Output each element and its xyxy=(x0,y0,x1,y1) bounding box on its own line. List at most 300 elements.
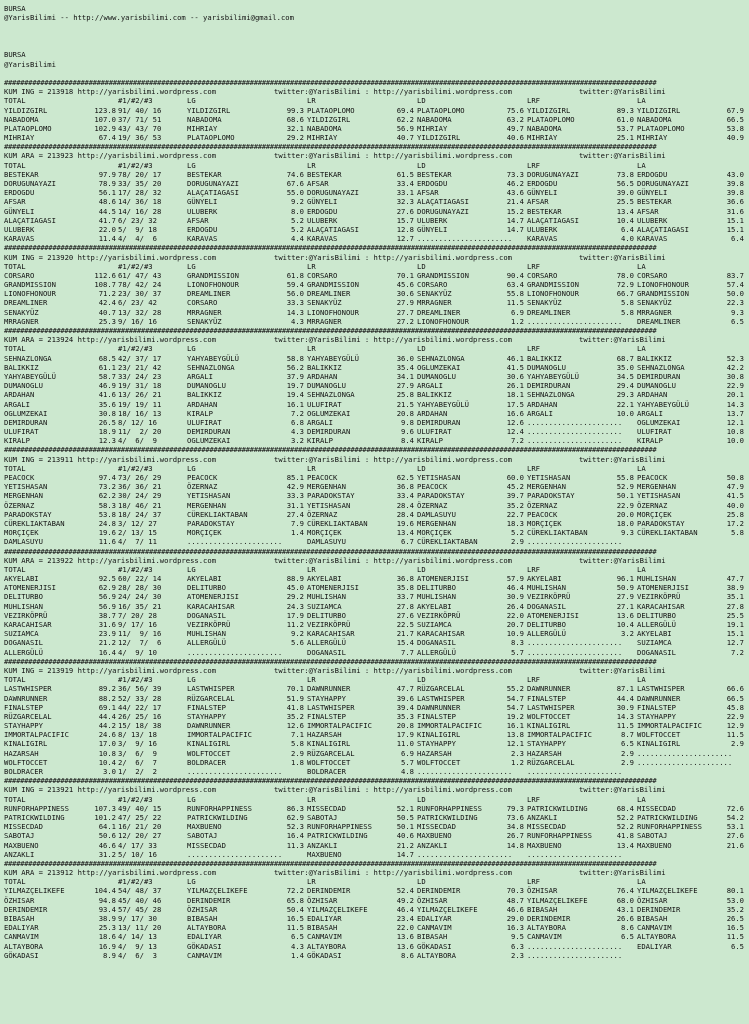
table-cell: 47/ 25/ 22 xyxy=(118,812,162,822)
table-cell: 8.6 xyxy=(621,923,634,933)
table-row xyxy=(4,271,746,280)
table-row xyxy=(4,501,746,510)
table-cell: DORUGUNAYAZI xyxy=(637,179,689,188)
table-row xyxy=(4,519,746,528)
table-cell: ALTAYBORA xyxy=(527,923,566,933)
table-row xyxy=(4,804,746,813)
table-cell: 4/ 6/ 9 xyxy=(118,436,157,446)
table-cell: 22.9 xyxy=(726,381,744,391)
table-cell: YETISHASAN xyxy=(307,500,351,510)
column-header-row xyxy=(4,344,746,353)
table-cell: 58.7 xyxy=(98,371,116,381)
table-cell: DOGANASIL xyxy=(417,638,456,648)
table-cell: ...................... xyxy=(527,849,623,859)
table-cell: ULUFIRAT xyxy=(307,399,342,409)
table-cell: ERDOGDU xyxy=(4,188,35,198)
table-row xyxy=(4,234,746,243)
table-cell: 29.2 xyxy=(286,592,304,602)
table-cell: LASTWHISPER xyxy=(417,693,465,703)
table-cell: YILDIZGIRL xyxy=(527,105,571,115)
table-cell: 15.7 xyxy=(396,215,414,225)
table-cell: 30/ 24/ 29 xyxy=(118,491,162,501)
table-cell: 35.2 xyxy=(506,500,524,510)
twitter-link: twitter:@YarisBilimi : http://yarisbilimi.wordpress.com xyxy=(274,665,512,675)
table-cell: 5.7 xyxy=(511,647,524,657)
table-cell: 33/ 24/ 23 xyxy=(118,371,162,381)
column-header-ld: LD xyxy=(417,344,426,354)
table-cell: 52.3 xyxy=(286,822,304,832)
table-cell: MISSECDAD xyxy=(187,840,226,850)
table-cell: 58.8 xyxy=(286,353,304,363)
table-cell: 21.2 xyxy=(396,840,414,850)
table-cell: YILMAZÇELIKEFE xyxy=(527,895,588,905)
table-cell: CÜREKLIAKTABAN xyxy=(417,537,478,547)
table-row xyxy=(4,896,746,905)
table-cell: ATOMENERJISI xyxy=(527,610,579,620)
column-header-ld: LD xyxy=(417,877,426,887)
table-cell: DAMLASUYU xyxy=(4,537,43,547)
table-cell: 18.9 xyxy=(98,427,116,437)
table-cell: 14.3 xyxy=(726,399,744,409)
column-header-lg: LG xyxy=(187,794,196,804)
table-cell: BALIKKIZ xyxy=(417,390,452,400)
contact-line: @YarisBilimi -- http://www.yarisbilimi.com -- yarisbilimi@gmail.com xyxy=(4,13,294,23)
table-cell: ...................... xyxy=(527,941,623,951)
table-cell: ERDOGDU xyxy=(307,206,338,216)
table-cell: 36.8 xyxy=(396,482,414,492)
table-cell: 27.9 xyxy=(396,381,414,391)
table-cell: MERGENHAN xyxy=(187,500,226,510)
table-cell: 70.1 xyxy=(286,684,304,694)
table-cell: 27.9 xyxy=(396,298,414,308)
table-cell: 85.1 xyxy=(286,473,304,482)
table-cell: DELITURBO xyxy=(637,610,676,620)
table-cell: 57/ 45/ 28 xyxy=(118,904,162,914)
table-cell: 33.1 xyxy=(396,188,414,198)
table-cell: 52.4 xyxy=(396,886,414,896)
table-row xyxy=(4,886,746,895)
table-cell: 9/ 17/ 30 xyxy=(118,914,157,923)
table-cell: YETISHASAN xyxy=(637,491,681,501)
race-title-row xyxy=(4,151,746,160)
table-cell: 20.7 xyxy=(506,620,524,629)
table-cell: 64.1 xyxy=(98,822,116,832)
table-cell: ...................... xyxy=(527,950,623,960)
table-cell: 46.4 xyxy=(506,583,524,593)
table-cell: 16.1 xyxy=(506,721,524,731)
table-cell: MRRAGNER xyxy=(4,316,39,326)
table-cell: 10.0 xyxy=(616,408,634,418)
table-cell: MUHLISHAN xyxy=(417,592,456,602)
table-cell: 27.6 xyxy=(396,206,414,216)
table-cell: 36.0 xyxy=(396,353,414,363)
table-cell: 7.2 xyxy=(291,408,304,418)
table-cell: 38.9 xyxy=(726,583,744,593)
table-cell: 8.3 xyxy=(511,638,524,648)
table-cell: ATOMENERJISI xyxy=(417,574,469,584)
column-header-lg: LG xyxy=(187,877,196,887)
table-cell: ...................... xyxy=(417,234,513,244)
table-row xyxy=(4,602,746,611)
table-row xyxy=(4,133,746,142)
table-cell: AKYELABI xyxy=(417,601,452,611)
table-cell: 17.9 xyxy=(286,610,304,620)
table-cell: 26.5 xyxy=(98,417,116,427)
table-cell: 18.0 xyxy=(616,518,634,528)
table-cell: MRRAGNER xyxy=(637,307,672,317)
table-cell: MERGENHAN xyxy=(4,491,43,501)
table-cell: 22.1 xyxy=(616,399,634,409)
table-cell: CORSARO xyxy=(637,270,668,280)
table-cell: 6.9 xyxy=(401,748,414,758)
table-cell: 8/ 13/ 18 xyxy=(118,730,157,740)
table-cell: NABADOMA xyxy=(637,114,672,124)
table-cell: ALAÇATIAGASI xyxy=(527,215,579,225)
table-cell: GÖKADASI xyxy=(187,941,222,951)
table-cell: DORUGUNAYAZI xyxy=(187,179,239,188)
table-row xyxy=(4,363,746,372)
column-header-picks: #1/#2/#3 xyxy=(118,463,153,473)
table-cell: 1/ 2/ 2 xyxy=(118,767,157,776)
table-cell: 25.8 xyxy=(396,390,414,400)
table-row xyxy=(4,831,746,840)
table-cell: ULUFIRAT xyxy=(417,427,452,437)
table-cell: 52.3 xyxy=(726,353,744,363)
table-cell: GÖKADASI xyxy=(417,941,452,951)
table-cell: 41.8 xyxy=(286,702,304,712)
race-title: KUM ING = 213921 http://yarisbilimi.wordpress.com xyxy=(4,785,217,795)
table-cell: ÖZHISAR xyxy=(527,886,558,896)
table-cell: 7.7 xyxy=(401,647,414,657)
table-cell: DAWNRUNNER xyxy=(637,693,681,703)
table-cell: 73.8 xyxy=(616,169,634,179)
table-cell: 41.8 xyxy=(616,831,634,841)
column-header-picks: #1/#2/#3 xyxy=(118,675,153,685)
column-header-ld: LD xyxy=(417,794,426,804)
table-cell: ERDOGDU xyxy=(187,224,218,234)
table-cell: 33/ 35/ 20 xyxy=(118,179,162,188)
table-cell: PEACOCK xyxy=(417,482,448,492)
table-cell: DEMIRDURAN xyxy=(527,381,571,391)
table-cell: 48.6 xyxy=(98,197,116,207)
table-cell: ULUFIRAT xyxy=(187,417,222,427)
table-cell: CANMAVIM xyxy=(307,932,342,942)
twitter-handle: twitter:@YarisBilimi xyxy=(579,151,666,161)
race-title-row xyxy=(4,455,746,464)
separator-line: ################################################################################################################################################################## xyxy=(4,326,657,335)
table-cell: GÜNYELI xyxy=(417,224,448,234)
table-cell: 45/ 40/ 46 xyxy=(118,895,162,905)
table-cell: ARGALI xyxy=(417,381,443,391)
table-cell: SEHNAZLONGA xyxy=(417,353,465,363)
table-cell: 12.9 xyxy=(726,721,744,731)
table-cell: DREAMLINER xyxy=(187,289,231,299)
table-cell: 47.7 xyxy=(726,574,744,584)
table-cell: MAXBUENO xyxy=(527,840,562,850)
table-cell: 36/ 36/ 21 xyxy=(118,482,162,492)
table-cell: DERINDEMIR xyxy=(417,886,461,896)
table-cell: 4.3 xyxy=(291,316,304,326)
table-cell: PARADOKSTAY xyxy=(4,509,52,519)
table-cell: 39.7 xyxy=(506,491,524,501)
table-cell: 8.6 xyxy=(401,950,414,960)
table-cell: 53.8 xyxy=(726,123,744,133)
table-cell: 19.2 xyxy=(506,711,524,721)
table-cell: 41.5 xyxy=(726,491,744,501)
table-cell: 6.5 xyxy=(731,316,744,326)
race-title: KUM ING = 213918 http://yarisbilimi.wordpress.com xyxy=(4,87,217,97)
table-cell: 4.8 xyxy=(401,767,414,776)
table-cell: 4/ 7/ 11 xyxy=(118,537,157,547)
table-cell: 40.7 xyxy=(98,307,116,317)
table-cell: 9.5 xyxy=(511,932,524,942)
table-cell: GRANDMISSION xyxy=(4,280,56,290)
table-cell: 30.9 xyxy=(506,592,524,602)
table-cell: ALLERGÜLÜ xyxy=(637,620,676,629)
table-cell: 97.9 xyxy=(98,169,116,179)
table-cell: STAYHAPPY xyxy=(4,721,43,731)
table-cell: 4.4 xyxy=(291,234,304,244)
column-header-row xyxy=(4,262,746,271)
table-cell: 8/ 12/ 16 xyxy=(118,417,157,427)
table-cell: 14.7 xyxy=(506,224,524,234)
table-cell: NABADOMA xyxy=(4,114,39,124)
table-cell: DOGANASIL xyxy=(307,647,346,657)
table-cell: DEMIRDURAN xyxy=(637,371,681,381)
table-cell: 66.5 xyxy=(726,693,744,703)
table-cell: 73.2 xyxy=(98,482,116,492)
table-cell: DUMANOGLU xyxy=(417,371,456,381)
table-cell: PARADOKSTAY xyxy=(417,491,465,501)
table-row xyxy=(4,758,746,767)
table-cell: DERINDEMIR xyxy=(4,904,48,914)
table-cell: SENAKYÜZ xyxy=(417,289,452,299)
column-header-ld: LD xyxy=(417,261,426,271)
table-cell: 39.4 xyxy=(396,702,414,712)
column-header-lrf: LRF xyxy=(527,344,540,354)
table-cell: ATOMENERJISI xyxy=(637,583,689,593)
table-cell: 16.5 xyxy=(286,914,304,923)
twitter-link: twitter:@YarisBilimi : http://yarisbilimi.wordpress.com xyxy=(274,335,512,345)
table-cell: KIRALP xyxy=(307,436,333,446)
table-cell: 2.9 xyxy=(511,537,524,547)
table-cell: GRANDMISSION xyxy=(187,270,239,280)
column-header-la: LA xyxy=(637,96,646,106)
table-cell: AFSAR xyxy=(527,197,549,207)
table-cell: 4.3 xyxy=(291,941,304,951)
table-cell: 29.4 xyxy=(616,381,634,391)
table-cell: YILMAZÇELIKEFE xyxy=(307,904,368,914)
table-cell: ULUBERK xyxy=(4,224,35,234)
table-cell: 4/ 9/ 10 xyxy=(118,647,157,657)
table-cell: 22.0 xyxy=(98,224,116,234)
table-cell: 75.6 xyxy=(506,105,524,115)
table-cell: 21.5 xyxy=(396,399,414,409)
table-row xyxy=(4,914,746,923)
race-title-row xyxy=(4,785,746,794)
table-cell: 68.6 xyxy=(286,114,304,124)
twitter-handle: @YarisBilimi xyxy=(4,59,56,69)
table-row xyxy=(4,289,746,298)
table-cell: 6.8 xyxy=(291,417,304,427)
table-cell: 12.6 xyxy=(286,721,304,731)
table-cell: LIONOFHONOUR xyxy=(187,280,239,290)
column-header-total: TOTAL xyxy=(4,463,26,473)
table-cell: 52/ 33/ 28 xyxy=(118,693,162,703)
table-cell: 15.4 xyxy=(396,638,414,648)
table-cell: 102.9 xyxy=(94,123,116,133)
race-title: KUM ING = 213919 http://yarisbilimi.wordpress.com xyxy=(4,665,217,675)
table-row xyxy=(4,638,746,647)
table-cell: KINALIGIRL xyxy=(4,739,48,749)
table-cell: 50.0 xyxy=(726,289,744,299)
table-cell: BALIKKIZ xyxy=(4,362,39,372)
table-cell: 50.1 xyxy=(396,822,414,832)
table-row xyxy=(4,850,746,859)
table-cell: KARACAHISAR xyxy=(417,629,465,639)
table-cell: PLATAOPLOMO xyxy=(187,133,235,143)
table-cell: 35.2 xyxy=(286,711,304,721)
table-cell: 60/ 22/ 14 xyxy=(118,574,162,584)
table-cell: 9.8 xyxy=(401,417,414,427)
table-cell: 34.5 xyxy=(616,371,634,381)
table-cell: 22.9 xyxy=(726,711,744,721)
table-row xyxy=(4,694,746,703)
table-cell: DREAMLINER xyxy=(527,307,571,317)
table-cell: 2/ 13/ 15 xyxy=(118,528,157,538)
table-cell: 20.1 xyxy=(726,390,744,400)
table-cell: 12/ 7/ 6 xyxy=(118,638,162,648)
table-cell: BALIKKIZ xyxy=(637,353,672,363)
table-row xyxy=(4,197,746,206)
table-cell: IMMORTALPACIFIC xyxy=(527,730,592,740)
table-cell: 27.1 xyxy=(616,601,634,611)
column-header-lg: LG xyxy=(187,160,196,170)
table-cell: DORUGUNAYAZI xyxy=(417,206,469,216)
table-cell: 72.2 xyxy=(286,886,304,896)
table-cell: PLATAOPLOMO xyxy=(417,105,465,115)
race-title-row xyxy=(4,335,746,344)
table-cell: 47.9 xyxy=(726,482,744,492)
column-header-lr: LR xyxy=(307,96,316,106)
column-header-total: TOTAL xyxy=(4,675,26,685)
table-cell: CORSARO xyxy=(527,270,558,280)
table-cell: 13.8 xyxy=(506,730,524,740)
table-cell: YAHYABEYGÜLÜ xyxy=(637,399,689,409)
table-cell: 6.3 xyxy=(511,941,524,951)
table-cell: ÖZHISAR xyxy=(187,904,218,914)
table-cell: 29.0 xyxy=(506,914,524,923)
table-cell: KIRALP xyxy=(637,436,663,446)
table-cell: 31.6 xyxy=(726,206,744,216)
table-cell: ANZAKLI xyxy=(417,840,448,850)
table-cell: WOLFTOCCET xyxy=(527,711,571,721)
table-cell: 5/ 9/ 18 xyxy=(118,224,157,234)
column-header-row xyxy=(4,161,746,170)
table-cell: 61.5 xyxy=(396,169,414,179)
table-cell: PARADOKSTAY xyxy=(307,491,355,501)
table-cell: 41.7 xyxy=(98,215,116,225)
table-cell: ALAÇATIAGASI xyxy=(4,215,56,225)
table-cell: 47.7 xyxy=(396,684,414,694)
table-row xyxy=(4,354,746,363)
table-cell: 27.7 xyxy=(396,307,414,317)
table-cell: ...................... xyxy=(187,647,283,657)
table-cell: 89.3 xyxy=(616,105,634,115)
table-cell: 31.6 xyxy=(98,620,116,629)
table-cell: OGLUMZEKAI xyxy=(187,436,231,446)
table-cell: ERDOGDU xyxy=(637,169,668,179)
table-cell: BIBASAH xyxy=(417,932,448,942)
table-cell: STAYHAPPY xyxy=(417,739,456,749)
table-cell: 57.4 xyxy=(726,280,744,290)
table-cell: CORSARO xyxy=(417,280,448,290)
table-cell: ...................... xyxy=(527,767,623,776)
table-cell: 26.7 xyxy=(506,831,524,841)
table-cell: 68.0 xyxy=(616,895,634,905)
table-cell: 4/ 4/ 6 xyxy=(118,234,157,244)
column-header-lr: LR xyxy=(307,261,316,271)
table-cell: LIONOFHONOUR xyxy=(637,280,689,290)
column-header-row xyxy=(4,877,746,886)
table-cell: YETISHASAN xyxy=(417,473,461,482)
table-cell: 39.8 xyxy=(726,179,744,188)
table-cell: 5.6 xyxy=(291,638,304,648)
table-cell: 7.2 xyxy=(731,647,744,657)
table-cell: 11.5 xyxy=(726,932,744,942)
table-cell: KIRALP xyxy=(187,408,213,418)
table-cell: YILMAZÇELIKEFE xyxy=(417,904,478,914)
table-cell: CÜREKLIAKTABAN xyxy=(527,528,588,538)
table-cell: 15/ 18/ 38 xyxy=(118,721,162,731)
table-cell: DAWNRUNNER xyxy=(417,702,461,712)
table-cell: KARAVAS xyxy=(527,234,558,244)
table-cell: EDALIYAR xyxy=(307,914,342,923)
table-cell: MIHRIAY xyxy=(187,123,218,133)
table-cell: 14.3 xyxy=(286,307,304,317)
table-cell: 18.1 xyxy=(506,390,524,400)
table-row xyxy=(4,942,746,951)
table-cell: 50.4 xyxy=(286,904,304,914)
table-cell: 5.2 xyxy=(511,528,524,538)
column-header-total: TOTAL xyxy=(4,160,26,170)
column-header-la: LA xyxy=(637,463,646,473)
table-cell: MAXBUENO xyxy=(187,822,222,832)
table-cell: GÜNYELI xyxy=(4,206,35,216)
table-cell: ...................... xyxy=(187,537,283,547)
table-cell: AFSAR xyxy=(4,197,26,207)
table-cell: 36.6 xyxy=(726,197,744,207)
table-cell: 60.0 xyxy=(506,473,524,482)
table-cell: SUZIAMCA xyxy=(637,638,672,648)
table-cell: 19.4 xyxy=(286,390,304,400)
table-cell: 34.8 xyxy=(506,822,524,832)
twitter-handle: twitter:@YarisBilimi xyxy=(579,555,666,565)
table-cell: 14/ 16/ 28 xyxy=(118,206,162,216)
race-title: KUM ARA = 213912 http://yarisbilimi.wordpress.com xyxy=(4,868,217,878)
table-cell: 26.5 xyxy=(726,914,744,923)
table-cell: ...................... xyxy=(187,849,283,859)
table-cell: 12.7 xyxy=(726,638,744,648)
table-cell: WOLFTOCCET xyxy=(307,757,351,767)
table-cell: BALIKKIZ xyxy=(527,353,562,363)
table-cell: CORSARO xyxy=(187,298,218,308)
table-cell: 1.4 xyxy=(291,950,304,960)
table-cell: ALAÇATIAGASI xyxy=(417,197,469,207)
table-cell: VEZIRKÖPRÜ xyxy=(527,592,571,602)
table-cell: 29.3 xyxy=(616,390,634,400)
table-cell: WOLFTOCCET xyxy=(637,730,681,740)
